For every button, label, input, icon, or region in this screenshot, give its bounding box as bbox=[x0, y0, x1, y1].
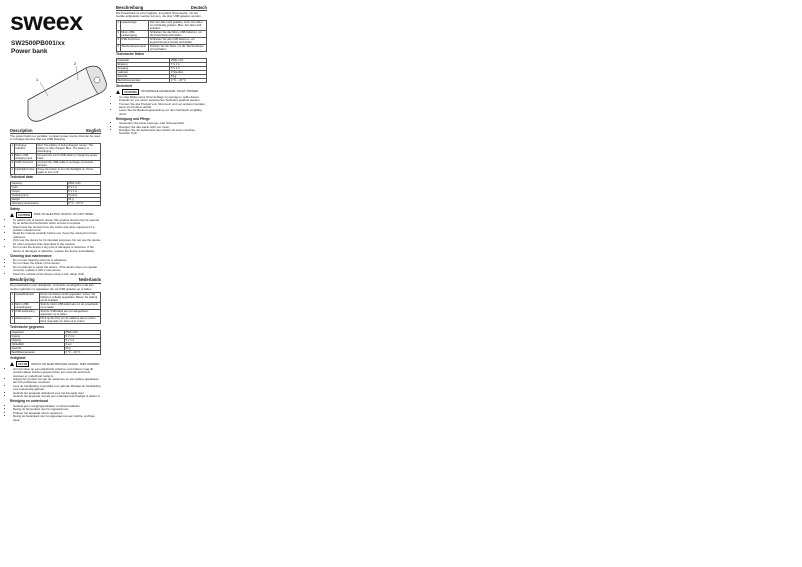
cleaning-list bbox=[116, 122, 207, 136]
safety-item: • Gebruik het apparaat uitsluitend voor het beoogde doel. bbox=[13, 392, 101, 395]
technical-data-table bbox=[10, 181, 101, 206]
part-number: 1 bbox=[11, 292, 15, 302]
parts-row bbox=[11, 167, 101, 174]
safety-list bbox=[10, 219, 101, 253]
spec-label: Kapazität bbox=[117, 58, 170, 62]
parts-table bbox=[116, 20, 207, 52]
part-name: Micro-USB charging input bbox=[14, 153, 36, 160]
spec-label: Oplaadtijd bbox=[11, 343, 65, 347]
spec-value: 0 °C – 40 °C bbox=[170, 79, 207, 83]
warning-triangle-icon bbox=[10, 362, 14, 366]
safety-item: • Disconnect the product from the mains and other equipment if a problem should occur. bbox=[13, 226, 101, 233]
safety-item: • Trennen Sie das Produkt vom Stromnetz und von anderen Geräten, wenn ein Problem auftritt. bbox=[119, 103, 207, 110]
spec-value: 0 °C – 40 °C bbox=[64, 351, 100, 355]
spec-value: 5 V 1 A bbox=[67, 186, 100, 190]
technical-data-table bbox=[10, 330, 101, 355]
part-name: Charging indicator bbox=[14, 143, 36, 153]
cleaning-item: • Reinig de buitenkant van het apparaat met een zachte, vochtige doek. bbox=[13, 415, 101, 422]
language-section-english bbox=[10, 129, 101, 277]
part-number: 3 bbox=[11, 160, 15, 167]
cleaning-item: • Do not attempt to repair the device. If the device does not operate correctly, replace it with a new device. bbox=[13, 266, 101, 273]
column-1 bbox=[10, 127, 101, 422]
spec-value: 3 hours bbox=[67, 194, 100, 198]
spec-label: Charging time bbox=[11, 194, 68, 198]
technical-data-table bbox=[116, 58, 207, 83]
spec-value: 5 V 1 A bbox=[170, 63, 207, 67]
part-description: Red: The battery is being charged. Green: The battery is fully charged. Blue: The battery is discharging. bbox=[36, 143, 100, 153]
part-number: 3 bbox=[117, 37, 121, 44]
spec-value: 5 V 1 A bbox=[64, 339, 100, 343]
safety-item: • Lees de handleiding zorgvuldig voor gebruik. Bewaar de handleiding voor toekomstig gebruik. bbox=[13, 385, 101, 392]
warning-triangle-icon bbox=[10, 213, 14, 217]
section-intro: De powerbank is een draagbare, compacte voedingsbron die kan worden gebruikt om apparaten die via USB opladen op te laden. bbox=[10, 283, 94, 291]
cleaning-heading: Reiniging en onderhoud bbox=[10, 399, 48, 404]
warning-badge: LET OP bbox=[18, 362, 28, 366]
cleaning-item: • Verwenden Sie keine Lösungs- oder Scheuermittel. bbox=[119, 122, 207, 125]
warning-text: STROMSCHLAGGEFAHR. NICHT ÖFFNEN bbox=[140, 89, 199, 94]
safety-item: • Do not use the device if any part is damaged or defective. If the device is damaged or defective, replace the device immediately. bbox=[13, 246, 101, 253]
spec-label: Ingang bbox=[11, 335, 65, 339]
spec-label: Capacity bbox=[11, 181, 68, 185]
part-description: Connect the USB cable to recharge connected devices. bbox=[36, 160, 100, 167]
cleaning-heading: Reinigung und Pflege bbox=[116, 116, 150, 121]
part-name: USB-aansluiting bbox=[14, 309, 39, 316]
section-title: Beschrijving bbox=[10, 276, 35, 282]
part-description: Rood: De batterij wordt opgeladen. Groen: De batterij is volledig opgeladen. Blauw: De batterij wordt ontladen. bbox=[39, 292, 100, 302]
spec-value: 63 g bbox=[67, 198, 100, 202]
part-name: USB-Anschluss bbox=[120, 37, 149, 44]
part-number: 4 bbox=[11, 167, 15, 174]
safety-item: • Read the manual carefully before use. Keep the manual for future reference. bbox=[13, 232, 101, 239]
parts-row bbox=[11, 309, 101, 316]
part-number: 3 bbox=[11, 309, 15, 316]
cleaning-item: • Probeer het apparaat niet te repareren. bbox=[13, 412, 101, 415]
part-number: 1 bbox=[117, 20, 121, 30]
parts-table bbox=[10, 292, 101, 324]
warning-text: RISICO OP ELEKTRISCHE SCHOK. NIET OPENEN bbox=[31, 361, 100, 366]
cleaning-list bbox=[10, 259, 101, 276]
part-number: 1 bbox=[11, 143, 15, 153]
part-description: Rot: Der Akku wird geladen. Grün: Der Akku ist vollständig geladen. Blau: Der Akku wird entladen. bbox=[149, 20, 207, 30]
column-2 bbox=[116, 4, 207, 136]
section-language: Deutsch bbox=[190, 4, 207, 10]
spec-value: 2500 mAh bbox=[170, 58, 207, 62]
part-name: Micro-USB-oplaadingang bbox=[14, 302, 39, 309]
part-name: Flashlight button bbox=[14, 167, 36, 174]
section-language: Nederlands bbox=[78, 276, 101, 282]
safety-heading: Safety bbox=[10, 206, 20, 211]
part-name: Taschenlampentaste bbox=[120, 44, 149, 51]
part-description: Schließen Sie das USB-Kabel an, um angeschlossene Geräte aufzuladen. bbox=[149, 37, 207, 44]
parts-row bbox=[11, 143, 101, 153]
part-name: Oplaadindicator bbox=[14, 292, 39, 302]
spec-value: 63 g bbox=[170, 75, 207, 79]
language-section-deutsch bbox=[116, 6, 207, 136]
safety-list bbox=[116, 96, 207, 117]
part-number: 2 bbox=[11, 153, 15, 160]
warning-badge: ACHTUNG bbox=[124, 90, 137, 94]
cleaning-item: • Clean the outside of the device using a soft, damp cloth. bbox=[13, 273, 101, 276]
model-number: SW2500PB001/xx bbox=[11, 40, 65, 47]
spec-label: Ausgang bbox=[117, 67, 170, 71]
part-description: Drücken Sie die Taste, um die Taschenlampe einzuschalten. bbox=[149, 44, 207, 51]
warning-triangle-icon bbox=[116, 90, 120, 94]
spec-label: Capaciteit bbox=[11, 331, 65, 335]
spec-label: Betriebstemperatur bbox=[117, 79, 170, 83]
callout-number-1: 1 bbox=[36, 77, 39, 82]
section-intro: Die Powerbank ist eine tragbare, kompakte Stromquelle, mit der Geräte aufgeladen werden können, die über USB geladen werden. bbox=[116, 11, 202, 19]
safety-item: • To reduce risk of electric shock, this product should only be opened by an authorized technician when service is required. bbox=[13, 219, 101, 226]
technical-data-heading: Technical data bbox=[10, 175, 33, 180]
parts-row bbox=[11, 292, 101, 302]
parts-row bbox=[117, 20, 207, 30]
part-number: 2 bbox=[11, 302, 15, 309]
spec-value: 63 g bbox=[64, 347, 100, 351]
part-description: Sluit de USB-kabel aan om aangesloten apparaten op te laden. bbox=[39, 309, 100, 316]
technical-data-row bbox=[11, 202, 101, 206]
spec-label: Weight bbox=[11, 198, 68, 202]
cleaning-heading: Cleaning and maintenance bbox=[10, 253, 52, 258]
technical-data-heading: Technische Daten bbox=[116, 52, 144, 57]
cleaning-list bbox=[10, 405, 101, 422]
warning-badge: CAUTION bbox=[18, 213, 30, 217]
flashlight-lens bbox=[94, 77, 100, 83]
parts-table bbox=[10, 143, 101, 175]
cleaning-item: • Do not clean the inside of the device. bbox=[13, 262, 101, 265]
parts-row bbox=[11, 302, 101, 309]
part-description: Schließen Sie das Micro-USB-Kabel an, um die Powerbank aufzuladen. bbox=[149, 30, 207, 37]
parts-row bbox=[11, 153, 101, 160]
brand-logo: sweex bbox=[10, 8, 83, 36]
callout-number-2: 2 bbox=[74, 61, 77, 66]
part-number: 4 bbox=[11, 316, 15, 323]
product-illustration bbox=[18, 60, 114, 124]
safety-item: • Gebruik het apparaat niet als een onderdeel beschadigd of defect is. bbox=[13, 395, 101, 398]
spec-label: Gewicht bbox=[11, 347, 65, 351]
part-name: Zaklampknop bbox=[14, 316, 39, 323]
cleaning-item: • Reinigen Sie die Außenseite des Geräts mit einem weichen, feuchten Tuch. bbox=[119, 129, 207, 136]
section-intro: The power bank is a portable, compact power source that can be used to recharge devices that use USB charging. bbox=[10, 134, 101, 142]
parts-row bbox=[117, 44, 207, 51]
spec-value: 5 V 1 A bbox=[170, 67, 207, 71]
technical-data-row bbox=[11, 351, 101, 355]
language-section-nederlands bbox=[10, 278, 101, 422]
cleaning-item: • Reinig de binnenkant van het apparaat niet. bbox=[13, 408, 101, 411]
part-description: Druk op de knop om de zaklamp aan te zetten. Druk nogmaals om deze uit te zetten. bbox=[39, 316, 100, 323]
parts-row bbox=[11, 160, 101, 167]
safety-list bbox=[10, 368, 101, 399]
part-name: Micro-USB-Ladeeingang bbox=[120, 30, 149, 37]
part-name: USB connector bbox=[14, 160, 36, 167]
spec-label: Eingang bbox=[117, 63, 170, 67]
spec-label: Output bbox=[11, 190, 68, 194]
safety-item: • Koppel het product los van de netstroom en van andere apparatuur als zich problemen voordoen. bbox=[13, 378, 101, 385]
part-number: 4 bbox=[117, 44, 121, 51]
spec-value: 0 °C – 40 °C bbox=[67, 202, 100, 206]
spec-value: 3 uur bbox=[64, 343, 100, 347]
safety-heading: Sicherheit bbox=[116, 83, 132, 88]
cleaning-item: • Reinigen Sie das Gerät nicht von innen. bbox=[119, 126, 207, 129]
spec-label: Gewicht bbox=[117, 75, 170, 79]
parts-row bbox=[11, 316, 101, 323]
safety-heading: Veiligheid bbox=[10, 355, 26, 360]
part-name: Ladeanzeige bbox=[120, 20, 149, 30]
spec-label: Ladezeit bbox=[117, 71, 170, 75]
spec-value: 3 Stunden bbox=[170, 71, 207, 75]
cleaning-item: • Do not use cleaning solvents or abrasives. bbox=[13, 259, 101, 262]
spec-value: 2500 mAh bbox=[64, 331, 100, 335]
product-name: Power bank bbox=[11, 48, 48, 55]
parts-row bbox=[117, 30, 207, 37]
safety-item: • Lesen Sie die Bedienungsanleitung vor dem Gebrauch sorgfältig durch. bbox=[119, 109, 207, 116]
part-description: Press the button to turn the flashlight on. Press again to turn it off. bbox=[36, 167, 100, 174]
safety-item: • Only use the device for its intended purposes. Do not use the device for other purposes than described in the manual. bbox=[13, 239, 101, 246]
spec-value: 5 V 1 A bbox=[64, 335, 100, 339]
cleaning-item: • Gebruik geen reinigingsmiddelen of schuurmiddelen. bbox=[13, 405, 101, 408]
parts-row bbox=[117, 37, 207, 44]
section-language: English bbox=[86, 127, 101, 133]
spec-label: Operating temperature bbox=[11, 202, 68, 206]
safety-item: • Um das Risiko eines Stromschlags zu verringern, sollte dieses Produkt nur von einem autorisierten Techniker geöffnet werden. bbox=[119, 96, 207, 103]
spec-value: 2500 mAh bbox=[67, 181, 100, 185]
warning-text: RISK OF ELECTRIC SHOCK. DO NOT OPEN bbox=[33, 212, 94, 217]
part-description: Connect the micro-USB cable to charge the power bank. bbox=[36, 153, 100, 160]
part-number: 2 bbox=[117, 30, 121, 37]
safety-item: • Om het risico op een elektrische schok te verminderen mag dit product alleen worden geopend door een erkende technicus wanneer er onderhoud nodig is. bbox=[13, 368, 101, 378]
spec-value: 5 V 1 A bbox=[67, 190, 100, 194]
technical-data-heading: Technische gegevens bbox=[10, 324, 45, 329]
spec-label: Uitgang bbox=[11, 339, 65, 343]
spec-label: Input bbox=[11, 186, 68, 190]
spec-label: Bedrijfstemperatuur bbox=[11, 351, 65, 355]
section-title: Beschreibung bbox=[116, 4, 144, 10]
technical-data-row bbox=[117, 79, 207, 83]
section-title: Description bbox=[10, 127, 33, 133]
part-description: Sluit de micro-USB-kabel aan om de powerbank op te laden. bbox=[39, 302, 100, 309]
